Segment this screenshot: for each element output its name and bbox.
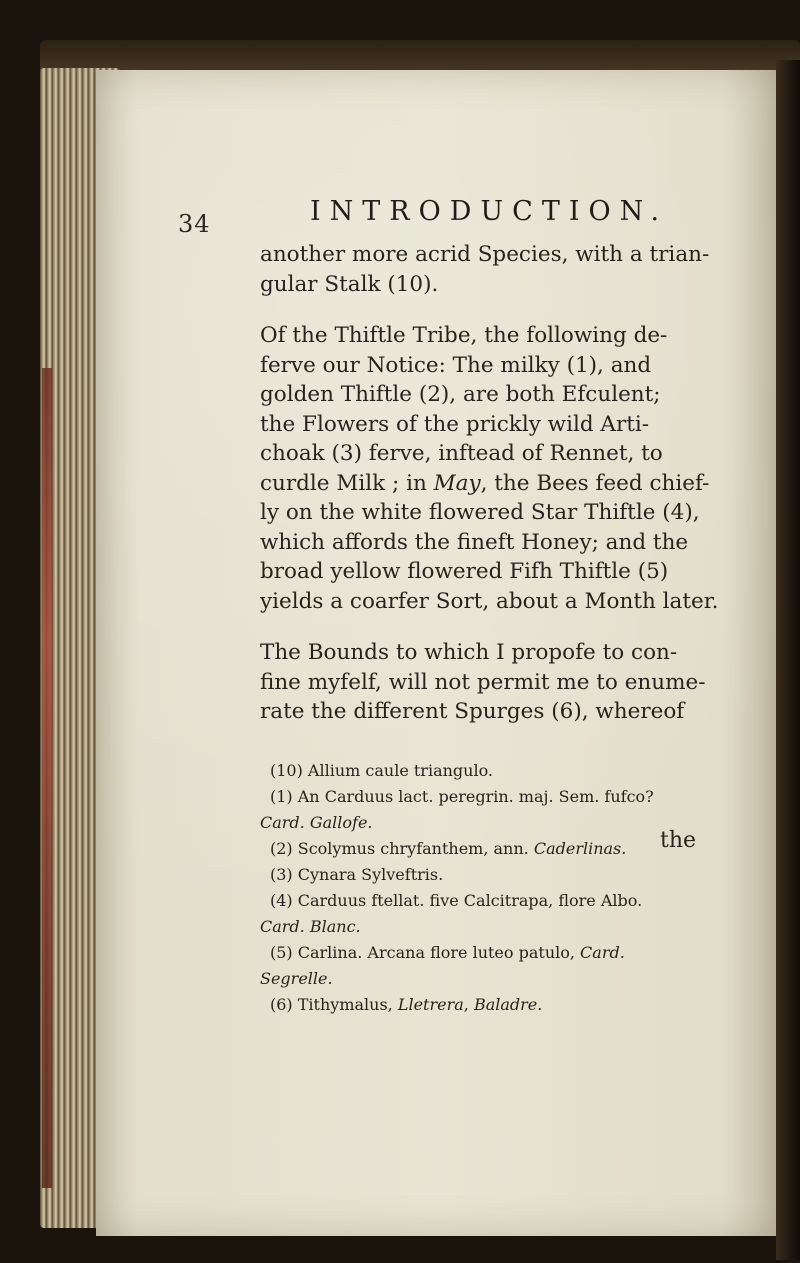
text-line: fine myfelf, will not permit me to enume- (260, 669, 706, 695)
running-head: INTRODUCTION. (310, 196, 669, 227)
footnote: (3) Cynara Sylveftris. (270, 865, 444, 884)
footnote (260, 940, 730, 966)
text-segment: curdle Milk ; in (260, 470, 434, 496)
text-line: The Bounds to which I propofe to con- (260, 640, 678, 665)
book-binding-edge (776, 60, 800, 1260)
text-line: yields a coarfer Sort, about a Month later. (260, 588, 719, 614)
footnote: (1) An Carduus lact. peregrin. maj. Sem. fufco? (270, 787, 654, 806)
footnote-segment: , (463, 995, 474, 1014)
footnote-segment: (6) Tithymalus, (270, 995, 398, 1014)
footnote: Card. Gallofe. (260, 813, 373, 832)
footnote-segment: (2) Scolymus chryfanthem, ann. (270, 839, 534, 858)
footnote: Segrelle. (260, 969, 333, 988)
footnotes (260, 758, 730, 1018)
paragraph-gap (260, 299, 720, 321)
footnote-segment: Lletrera (397, 995, 464, 1014)
text-line: gular Stalk (10). (260, 271, 439, 297)
text-line: rate the different Spurges (6), whereof (260, 699, 685, 724)
catchword: the (660, 828, 697, 853)
paragraph-gap (260, 616, 720, 638)
text-line: which affords the fineft Honey; and the (260, 529, 689, 555)
red-page-edge (42, 368, 52, 1188)
footnote: (10) Allium caule triangulo. (270, 761, 494, 780)
text-line: golden Thiftle (2), are both Efculent; (260, 382, 661, 407)
footnote: Card. Blanc. (260, 917, 361, 936)
text-line (260, 469, 720, 499)
text-line: another more acrid Species, with a trian- (260, 242, 710, 267)
body-text (260, 240, 720, 727)
page-number: 34 (178, 210, 211, 238)
text-line: Of the Thiftle Tribe, the following de- (260, 323, 668, 348)
footnote-segment: Card. (580, 943, 625, 962)
footnote (260, 992, 730, 1018)
text-line: ferve our Notice: The milky (1), and (260, 352, 652, 378)
text-segment: , the Bees feed chief- (480, 470, 710, 496)
italic-month: May (433, 470, 481, 496)
text-line: broad yellow flowered Fifh Thiftle (5) (260, 559, 669, 584)
text-line: ly on the white flowered Star Thiftle (4), (260, 500, 700, 525)
footnote-segment: Caderlinas. (533, 839, 627, 858)
text-line: choak (3) ferve, inftead of Rennet, to (260, 441, 663, 466)
footnote: (4) Carduus ftellat. five Calcitrapa, flore Albo. (270, 891, 643, 910)
text-line: the Flowers of the prickly wild Arti- (260, 411, 650, 437)
footnote-segment: Baladre. (473, 995, 543, 1014)
footnote-segment: (5) Carlina. Arcana flore luteo patulo, (270, 943, 581, 962)
